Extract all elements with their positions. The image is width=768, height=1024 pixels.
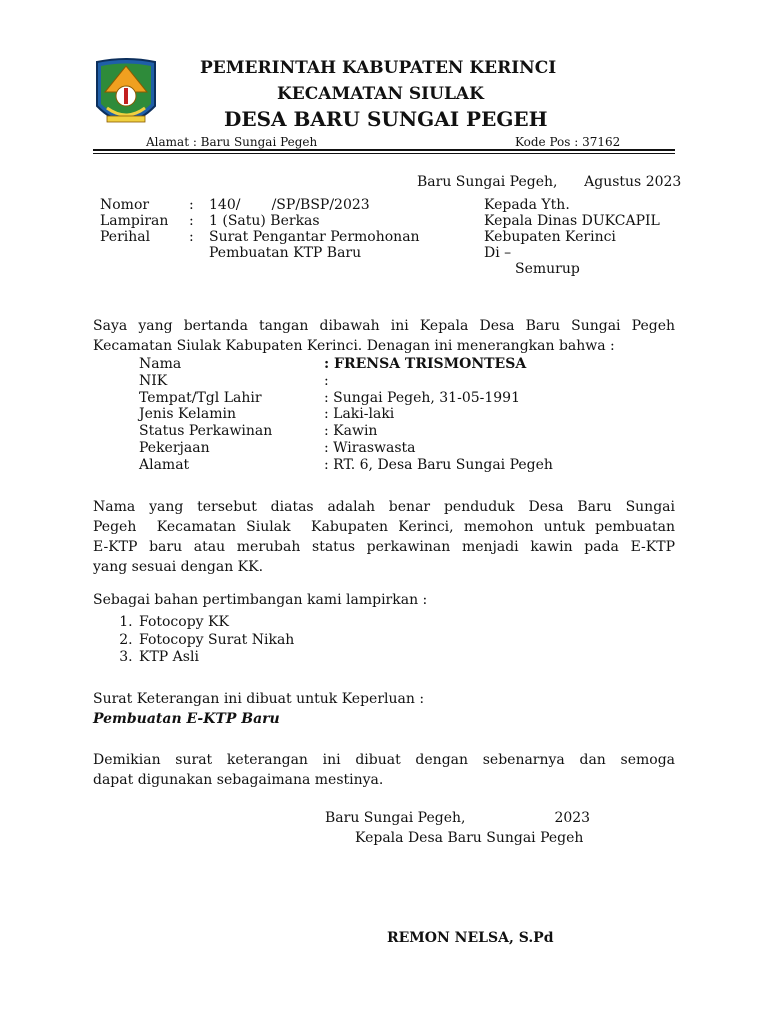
recipient-line: Di – — [484, 245, 512, 261]
meta-value: Surat Pengantar Permohonan — [209, 229, 420, 245]
header-government: PEMERINTAH KABUPATEN KERINCI — [200, 58, 557, 78]
person-value: : Laki-laki — [324, 406, 395, 422]
meta-label: Nomor — [100, 197, 150, 213]
statement-line: E-KTP baru atau merubah status perkawinan menjadi kawin pada E-KTP — [93, 539, 675, 555]
header-divider-thick — [93, 149, 675, 151]
meta-value: 1 (Satu) Berkas — [209, 213, 320, 229]
attachment-item: 3. KTP Asli — [137, 649, 294, 667]
person-label: Nama — [139, 356, 182, 372]
person-value: : Kawin — [324, 423, 378, 439]
person-value: : FRENSA TRISMONTESA — [324, 356, 527, 372]
recipient-line: Semurup — [515, 261, 580, 277]
recipient-line: Kebupaten Kerinci — [484, 229, 616, 245]
intro-line: Saya yang bertanda tangan dibawah ini Kepala Desa Baru Sungai Pegeh — [93, 318, 675, 334]
signature-place-date: Baru Sungai Pegeh, 2023 — [325, 810, 591, 826]
recipient-line: Kepala Dinas DUKCAPIL — [484, 213, 660, 229]
statement-line: Pegeh Kecamatan Siulak Kabupaten Kerinci, memohon untuk pembuatan — [93, 519, 675, 535]
person-label: NIK — [139, 373, 168, 389]
header-postcode: Kode Pos : 37162 — [515, 135, 621, 149]
person-label: Tempat/Tgl Lahir — [139, 390, 262, 406]
purpose-intro: Surat Keterangan ini dibuat untuk Keperluan : — [93, 691, 425, 707]
meta-sep: : — [189, 213, 194, 229]
meta-value: Pembuatan KTP Baru — [209, 245, 362, 261]
person-label: Alamat — [139, 457, 190, 473]
kerinci-coat-of-arms-logo — [93, 56, 159, 134]
header-divider-thin — [93, 153, 675, 154]
header-district: KECAMATAN SIULAK — [277, 84, 484, 104]
attachments-intro: Sebagai bahan pertimbangan kami lampirkan : — [93, 592, 428, 608]
person-value: : RT. 6, Desa Baru Sungai Pegeh — [324, 457, 553, 473]
meta-label: Perihal — [100, 229, 151, 245]
statement-line: Nama yang tersebut diatas adalah benar penduduk Desa Baru Sungai — [93, 499, 675, 515]
attachments-list — [119, 614, 294, 667]
signature-title: Kepala Desa Baru Sungai Pegeh — [355, 830, 584, 846]
meta-sep: : — [189, 197, 194, 213]
meta-label: Lampiran — [100, 213, 169, 229]
statement-line: yang sesuai dengan KK. — [93, 559, 264, 575]
person-label: Status Perkawinan — [139, 423, 273, 439]
header-address: Alamat : Baru Sungai Pegeh — [146, 135, 318, 149]
person-value: : Sungai Pegeh, 31-05-1991 — [324, 390, 520, 406]
intro-line: Kecamatan Siulak Kabupaten Kerinci. Denagan ini menerangkan bahwa : — [93, 338, 615, 354]
closing-paragraph — [93, 750, 675, 790]
signatory-name: REMON NELSA, S.Pd — [387, 930, 554, 946]
meta-sep: : — [189, 229, 194, 245]
recipient-line: Kepada Yth. — [484, 197, 570, 213]
person-value: : Wiraswasta — [324, 440, 416, 456]
closing-line: dapat digunakan sebagaimana mestinya. — [93, 772, 384, 788]
purpose-value: Pembuatan E-KTP Baru — [93, 711, 280, 727]
statement-paragraph — [93, 497, 675, 577]
person-value: : — [324, 373, 329, 389]
meta-value: 140/ /SP/BSP/2023 — [209, 197, 370, 213]
header-village: DESA BARU SUNGAI PEGEH — [224, 107, 548, 131]
attachment-item: 1. Fotocopy KK — [137, 614, 294, 632]
attachment-item: 2. Fotocopy Surat Nikah — [137, 632, 294, 650]
person-label: Jenis Kelamin — [139, 406, 236, 422]
closing-line: Demikian surat keterangan ini dibuat dengan sebenarnya dan semoga — [93, 752, 675, 768]
intro-paragraph — [93, 316, 675, 356]
person-label: Pekerjaan — [139, 440, 210, 456]
letter-date: Baru Sungai Pegeh, Agustus 2023 — [417, 174, 682, 190]
